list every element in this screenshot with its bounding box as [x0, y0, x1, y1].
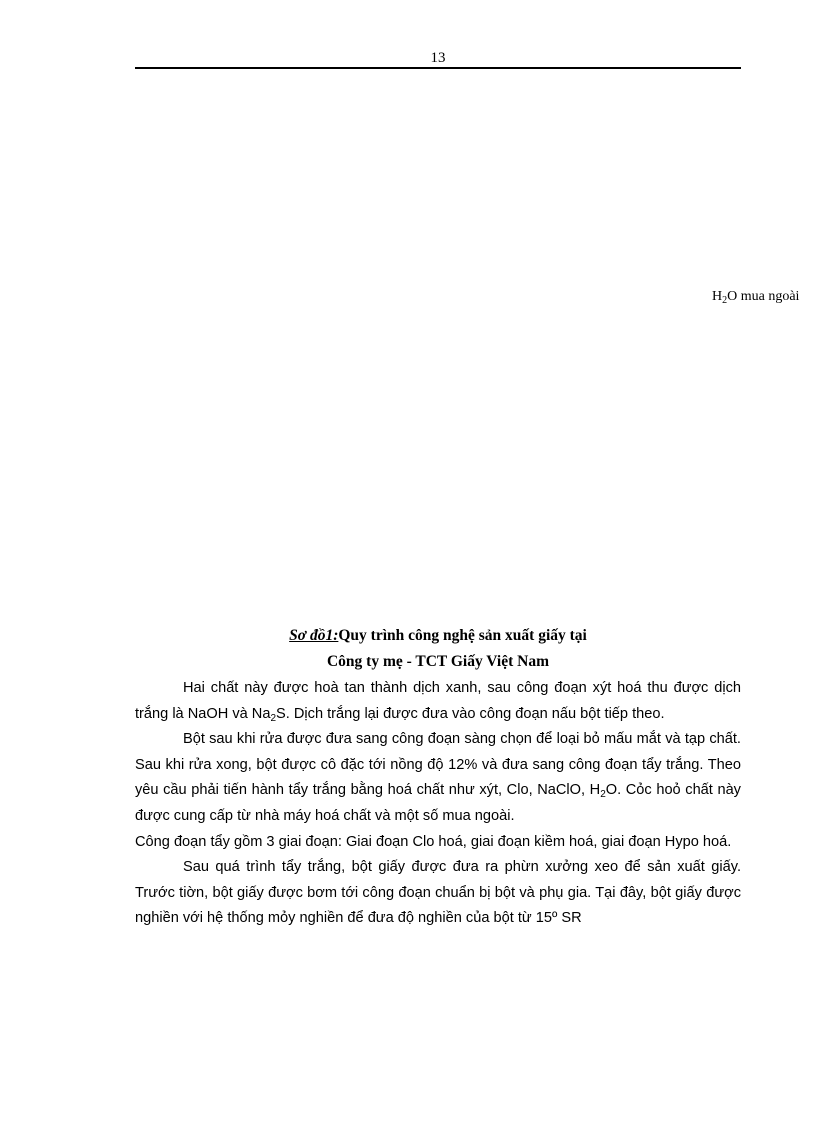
- paragraph-2-subscript: 2: [600, 789, 606, 801]
- caption-lead: Sơ đồ1:: [289, 627, 339, 644]
- diagram-label-water-purchase: [712, 287, 799, 307]
- figure-caption: [135, 623, 741, 675]
- page-number: 13: [430, 50, 446, 66]
- paragraph-2-part-b: O. Cỏc hoỏ chất này được cung cấp từ nhà máy hoá chất và một số mua ngoài.: [135, 782, 741, 824]
- diagram-label-rest: O mua ngoài: [727, 289, 800, 304]
- caption-title: Quy trình công nghệ sản xuất giấy tại: [338, 627, 587, 644]
- diagram-label-subscript: 2: [722, 295, 728, 306]
- paragraph-1-subscript: 2: [270, 712, 277, 724]
- paragraph-4: Sau quá trình tẩy trắng, bột giấy được đưa ra phừn xưởng xeo để sản xuất giấy. Trước tiờn, bột giấy được bơm tới công đoạn chuẩn bị bột và phụ gia. Tại đây, bột giấy được nghiền với hệ thống mỏy nghiền để đưa độ nghiền của bột từ 15º SR: [135, 859, 741, 927]
- header-rule: [135, 67, 741, 69]
- body-text: [135, 676, 741, 932]
- caption-line-2: Công ty mẹ - TCT Giấy Việt Nam: [326, 653, 550, 670]
- paragraph-1-part-a: Hai chất này được hoà tan thành dịch xanh, sau công đoạn xýt hoá thu được dịch trắng là NaOH và Na: [135, 680, 741, 722]
- paragraph-2: [135, 727, 741, 829]
- paragraph-2-part-a: Bột sau khi rửa được đưa sang công đoạn sàng chọn để loại bỏ mấu mắt và tạp chất. Sau khi rửa xong, bột được cô đặc tới nồng độ 12% và đưa sang công đoạn tẩy trắng. Theo yêu cầu phải tiến hành tẩy trắng bằng hoá chất như xýt, Clo, NaClO, H: [135, 731, 741, 799]
- caption-line-1: [135, 623, 741, 649]
- paragraph-1-part-b: S. Dịch trắng lại được đưa vào công đoạn nấu bột tiếp theo.: [276, 705, 665, 722]
- diagram-label-h: H: [712, 289, 723, 304]
- paragraph-1: [135, 676, 741, 727]
- paragraph-3: Công đoạn tẩy gồm 3 giai đoạn: Giai đoạn Clo hoá, giai đoạn kiềm hoá, giai đoạn Hypo hoá.: [135, 833, 732, 850]
